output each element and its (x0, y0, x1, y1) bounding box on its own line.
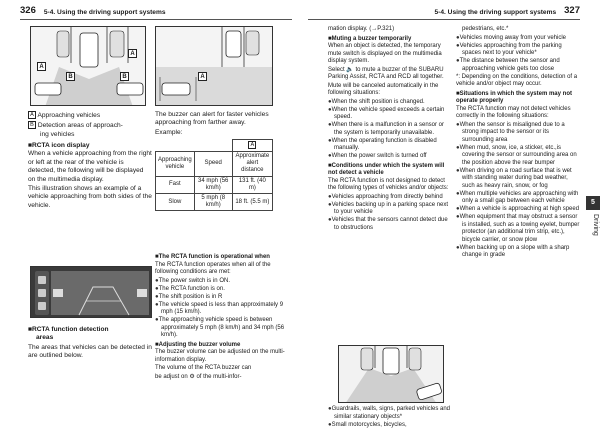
list-item: ● When the power switch is turned off (328, 153, 453, 161)
alert-distance-table (155, 139, 273, 211)
table-head-vehicle: Approaching vehicle (156, 152, 195, 177)
list-item: ● The distance between the sensor and approaching vehicle gets too close (456, 58, 580, 73)
heading-not-properly: ■ Situations in which the system may not operate properly (456, 91, 580, 106)
text-example: Example: (155, 128, 183, 136)
list-item: ● Vehicles that the sensors cannot detect due to obstructions (328, 217, 453, 232)
list-item: ● When there is a malfunction in a sensor or the system is temporarily unavailable. (328, 122, 453, 137)
obstruction-illustration (338, 345, 444, 403)
label-b-right: B (120, 72, 129, 81)
left-column-2 (155, 111, 285, 211)
text-buzzer-volume-3 (155, 374, 285, 382)
heading-operational: ■ The RCTA function is operational when (155, 254, 285, 262)
text-not-properly: The RCTA function may not detect vehicles correctly in the following situations: (456, 105, 571, 119)
heading-buzzer-volume: ■ Adjusting the buzzer volume (155, 342, 285, 350)
list-item: ● The approaching vehicle speed is between approximately 5 mph (8 km/h) and 34 mph (56 km/h). (155, 317, 285, 340)
list-item: ● When a vehicle is approaching at high speed (456, 206, 580, 214)
text-mute-3: Mute will be canceled automatically in the following situations: (328, 82, 439, 96)
right-page-number: 327 (564, 4, 580, 16)
table-cell-speed: 34 mph (56 km/h) (194, 176, 232, 193)
legend-approaching-vehicles (28, 111, 152, 120)
heading-detection-areas: ■ RCTA function detection (28, 326, 152, 334)
text-buzzer-alert: The buzzer can alert for faster vehicles approaching from farther away. (155, 111, 269, 127)
table-head-speed: Speed (194, 152, 232, 177)
legend-a-icon: A (28, 111, 36, 119)
text-icon-display: When a vehicle approaching from the right or left at the rear of the vehicle is detected, the following will be displayed on the multimedia display. (28, 150, 152, 183)
right-header-rule (308, 19, 580, 20)
text-mute-2 (328, 67, 453, 82)
heading-rcta-icon-display: ■ RCTA icon display (28, 142, 152, 150)
list-item: ● The RCTA function is on. (155, 286, 285, 294)
heading-not-detect: ■ Conditions under which the system will not detect a vehicle (328, 163, 453, 178)
label-b-left: B (66, 72, 75, 81)
list-item: ● Vehicles backing up in a parking space next to your vehicle (328, 202, 453, 217)
list-item: ● The power switch is in ON. (155, 278, 285, 286)
text-mute-1: When an object is detected, the temporary mute switch is displayed on the multimedia display system. (328, 43, 442, 64)
text-buzzer-volume-2: The volume of the RCTA buzzer can (155, 365, 252, 371)
left-chapter-title: 5-4. Using the driving support systems (43, 8, 166, 16)
text-volume-multi-info: of the multi-infor- (196, 373, 242, 380)
table-cell-distance: 18 ft. (5.5 m) (232, 194, 272, 211)
list-item: ● The vehicle speed is less than approximately 9 mph (15 km/h). (155, 302, 285, 317)
table-row (156, 176, 273, 193)
left-header-rule (20, 19, 292, 20)
alert-distance-diagram (156, 27, 273, 106)
list-item: ● Vehicles approaching from the parking spaces next to your vehicle* (456, 43, 580, 58)
legend-b-text-2: ing vehicles (40, 131, 75, 139)
multimedia-display-illustration (30, 266, 152, 318)
parking-lot-diagram (31, 27, 146, 106)
left-page-header (20, 5, 166, 17)
list-item: ● Guardrails, walls, signs, parked vehicles and similar stationary objects* (328, 406, 453, 421)
text-volume-adjust: be adjust on (155, 373, 188, 380)
table-cell-distance: 131 ft. (40 m) (232, 176, 272, 193)
text-mute-all: to mute a buzzer of the SUBARU Parking Assist, RCTA and RCD all together. (328, 66, 444, 80)
left-page-number: 326 (20, 4, 36, 16)
rear-camera-view (31, 267, 152, 318)
label-a-left: A (37, 62, 46, 71)
label-a-right: A (128, 49, 137, 58)
text-pedestrians: pedestrians, etc.* (462, 26, 509, 32)
right-column-3 (328, 26, 453, 233)
list-item: ● When driving on a road surface that is wet with standing water during bad weather, such as heavy rain, snow, or fog (456, 168, 580, 191)
text-mute-continued: mation display. (→P.321) (328, 26, 395, 32)
chapter-tab: 5 (586, 196, 600, 210)
list-item: ● Vehicles approaching from directly behind (328, 194, 453, 202)
list-item: ● Small motorcycles, bicycles, (328, 422, 453, 430)
list-item: ● The shift position is in R (155, 294, 285, 302)
label-a-fast-vehicle: A (198, 72, 207, 81)
speaker-mute-icon: 🔈 (346, 66, 354, 73)
text-illustration-example: This illustration shows an example of a vehicle approaching from both sides of the vehicle. (28, 185, 152, 209)
legend-detection-areas (28, 121, 152, 130)
list-item: ● Vehicles moving away from your vehicle (456, 35, 580, 43)
left-column-1 (28, 111, 152, 211)
text-buzzer-volume: The buzzer volume can be adjusted on the multi-information display. (155, 349, 285, 363)
table-row (156, 194, 273, 211)
right-column-4 (456, 26, 580, 260)
approaching-vehicles-illustration (30, 26, 146, 106)
legend-b-text-1: Detection areas of approach- (37, 121, 123, 129)
list-item: ● When the vehicle speed exceeds a certain speed. (328, 107, 453, 122)
gear-icon: ⚙ (189, 373, 195, 380)
legend-a-text: Approaching vehicles (37, 111, 101, 119)
list-item: ● When the operating function is disabled manually. (328, 138, 453, 153)
table-cell-vehicle: Slow (156, 194, 195, 211)
table-a-icon: A (248, 141, 256, 149)
right-column-3-bottom (328, 406, 453, 430)
right-chapter-title: 5-4. Using the driving support systems (434, 8, 557, 16)
list-item: ● When backing up on a slope with a sharp change in grade (456, 245, 580, 260)
table-header-label (232, 140, 272, 152)
heading-mute-buzzer: ■ Muting a buzzer temporarily (328, 36, 453, 44)
text-select: Select (328, 66, 345, 73)
list-item: ● When mud, snow, ice, a sticker, etc.,is covering the sensor or surrounding area on the position above the rear bumper (456, 145, 580, 168)
table-cell-speed: 5 mph (8 km/h) (194, 194, 232, 211)
alert-distance-illustration (155, 26, 273, 106)
legend-b-icon: B (28, 121, 36, 129)
footnote: *: Depending on the conditions, detection of a vehicle and/or object may occur. (456, 73, 578, 87)
list-item: ● When equipment that may obstruct a sensor is installed, such as a towing eyelet, bumper protector (an additional trim strip, etc.), bicycle carrier, or snow plow (456, 214, 580, 244)
list-item: ● When the shift position is changed. (328, 99, 453, 107)
table-cell-vehicle: Fast (156, 176, 195, 193)
obstruction-diagram (339, 346, 444, 403)
list-item: ● When the sensor is misaligned due to a strong impact to the sensor or its surrounding area (456, 122, 580, 145)
left-column-2-bottom (155, 252, 285, 382)
chapter-tab-caption: Driving (592, 214, 599, 236)
text-detection-areas: The areas that vehicles can be detected in are outlined below. (28, 343, 152, 360)
heading-detection-areas-2: areas (36, 334, 54, 342)
list-item: ● When multiple vehicles are approaching with only a small gap between each vehicle (456, 191, 580, 206)
table-head-distance: Approximate alert distance (232, 152, 272, 177)
text-not-detect: The RCTA function is not designed to detect the following types of vehicles and/or objects: (328, 177, 449, 191)
left-column-1-bottom (28, 324, 152, 362)
text-operational: The RCTA function operates when all of the following conditions are met: (155, 261, 271, 275)
right-page-header (434, 5, 580, 17)
